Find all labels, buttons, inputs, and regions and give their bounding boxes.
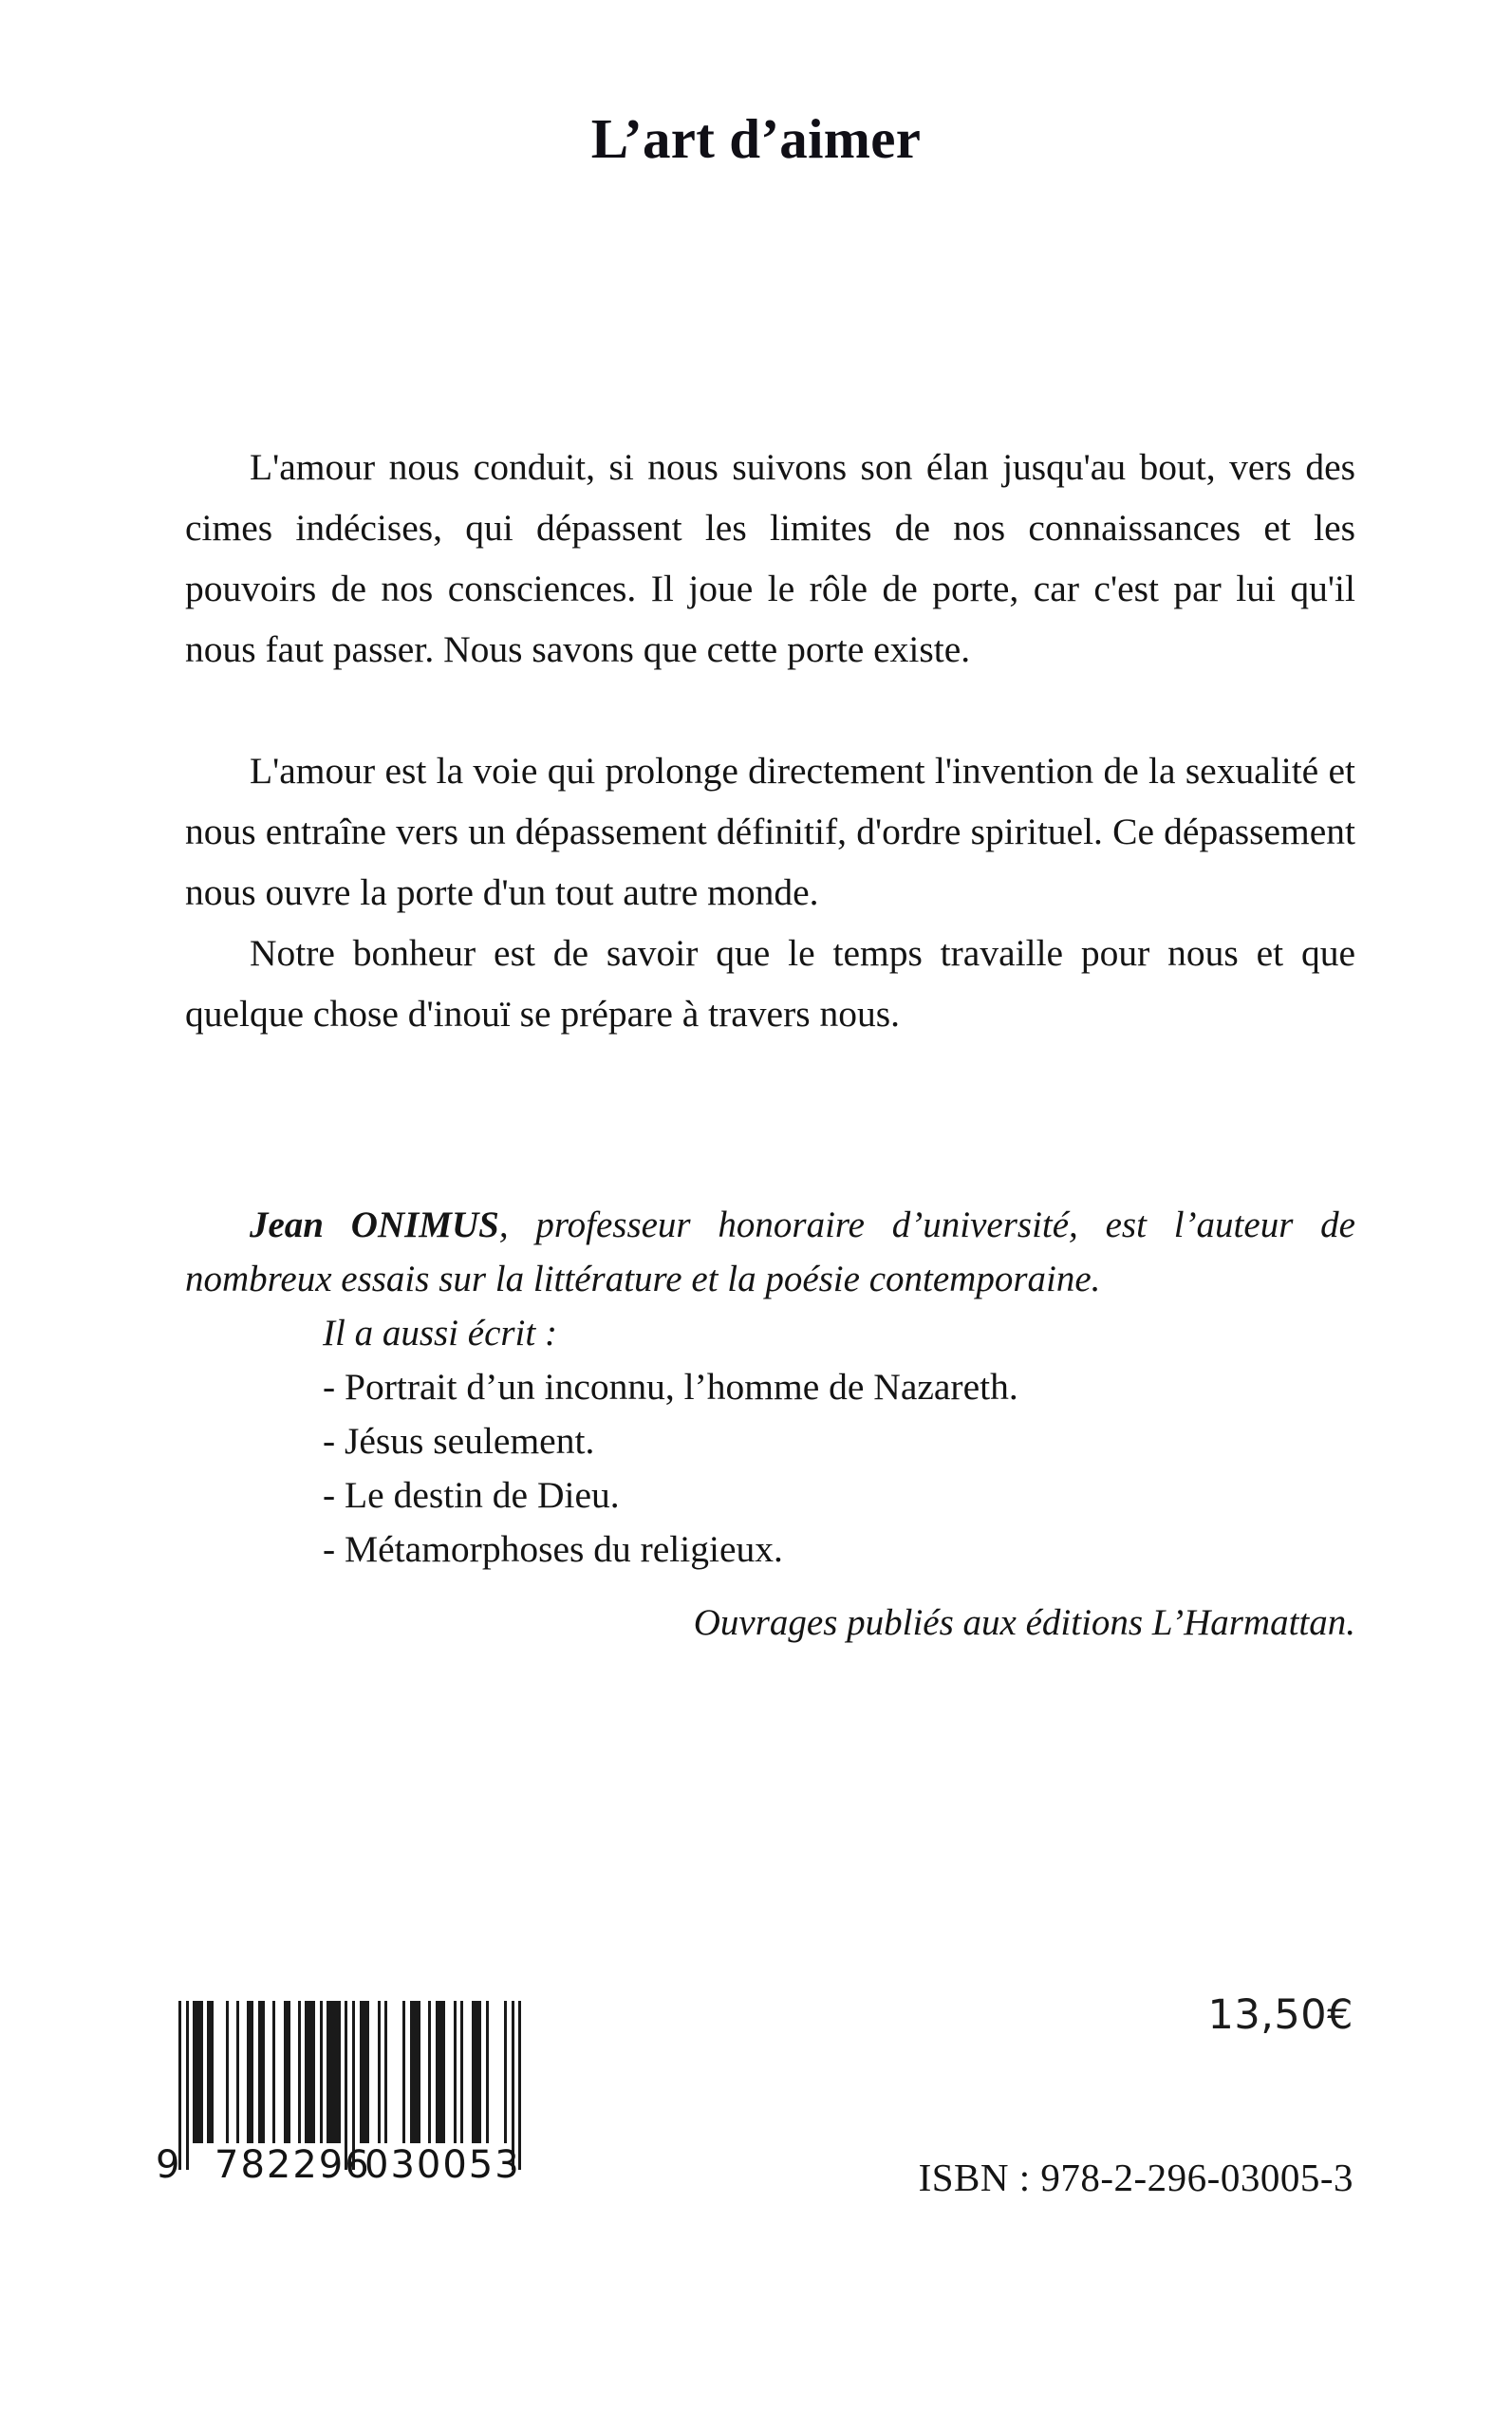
list-item: - Métamorphoses du religieux. <box>323 1528 783 1570</box>
also-wrote-label: Il a aussi écrit : <box>323 1313 557 1354</box>
list-item: - Portrait d’un inconnu, l’homme de Nazareth. <box>323 1366 1018 1408</box>
author-bio-block <box>185 1198 1355 1650</box>
barcode-bars <box>178 2001 522 2143</box>
author-name: Jean ONIMUS <box>250 1204 499 1245</box>
author-bio-paragraph <box>185 1198 1355 1306</box>
blurb-paragraph-2: L'amour est la voie qui prolonge directement l'invention de la sexualité et nous entraîne vers un dépassement définitif, d'ordre spirituel. Ce dépassement nous ouvre la porte d'un tout autre monde. <box>185 750 1355 913</box>
author-bio-rest: , professeur honoraire d’université, est l’auteur de nombreux essais sur la littérature et la poésie contemporaine. <box>185 1204 1355 1299</box>
list-item: - Jésus seulement. <box>323 1420 595 1462</box>
barcode-digits <box>156 2143 522 2187</box>
isbn-label: ISBN : 978-2-296-03005-3 <box>918 2156 1353 2199</box>
barcode-lead-digit: 9 <box>156 2143 182 2187</box>
barcode-right-group: 030053 <box>364 2143 521 2187</box>
barcode <box>156 2001 522 2187</box>
blurb-paragraph-3: Notre bonheur est de savoir que le temps travaille pour nous et que quelque chose d'inouï se prépare à travers nous. <box>185 932 1355 1035</box>
publisher-note: Ouvrages publiés aux éditions L’Harmattan. <box>693 1602 1355 1643</box>
barcode-left-group: 782296 <box>215 2143 371 2187</box>
other-books-list <box>185 1360 1355 1577</box>
cover-footer <box>0 1974 1512 2259</box>
page-title: L’art d’aimer <box>590 106 922 170</box>
blurb-paragraph-1: L'amour nous conduit, si nous suivons son élan jusqu'au bout, vers des cimes indécises, qui dépassent les limites de nos connaissances et les pouvoirs de nos consciences. Il joue le rôle de porte, car c'est par lui qu'il nous faut passer. Nous savons que cette porte existe. <box>185 446 1355 670</box>
list-item: - Le destin de Dieu. <box>323 1474 620 1516</box>
price-label: 13,50€ <box>1207 1991 1353 2039</box>
blurb-text-block <box>185 437 1355 1044</box>
